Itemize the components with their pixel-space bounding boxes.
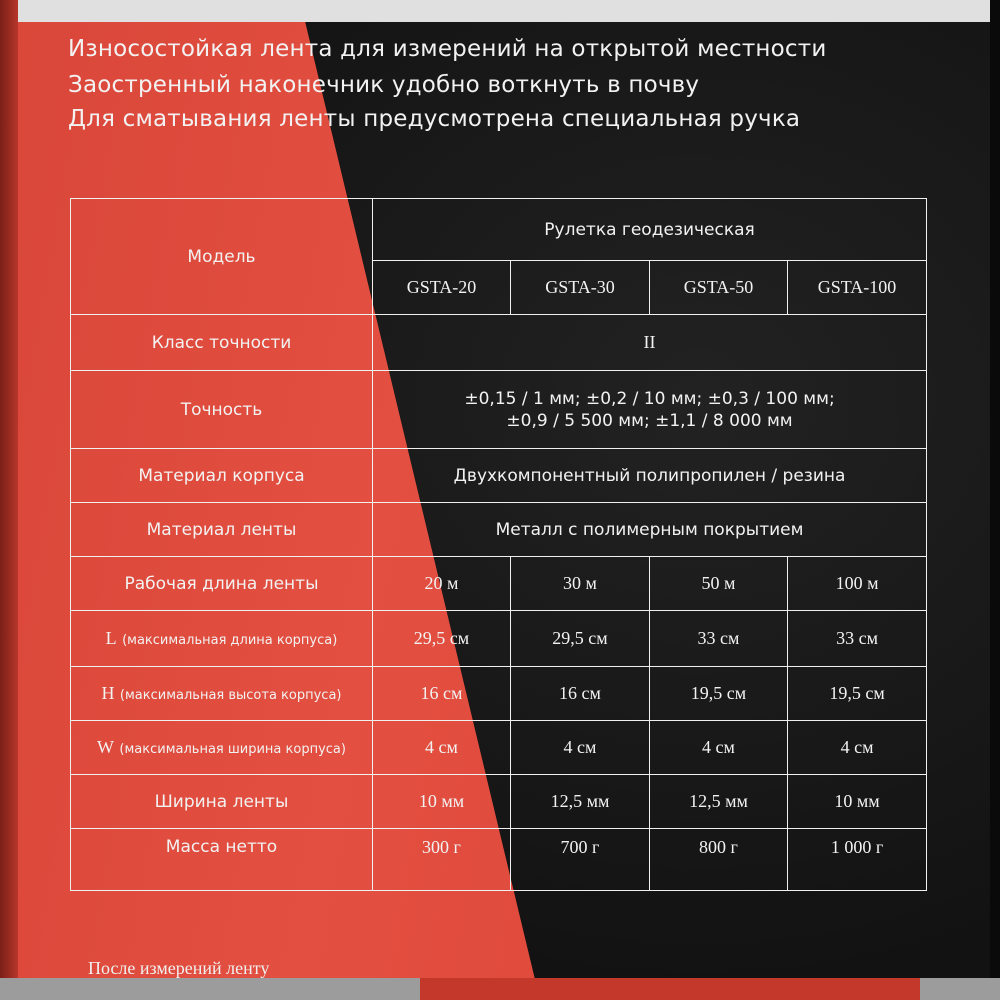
table-row — [71, 449, 927, 503]
box-bottom-red-tab — [420, 978, 920, 1000]
body-material-label: Материал корпуса — [71, 449, 373, 503]
value-cell: 800 г — [650, 829, 788, 891]
row-label: Рабочая длина ленты — [71, 557, 373, 611]
accuracy-label: Точность — [71, 371, 373, 449]
tape-material-label: Материал ленты — [71, 503, 373, 557]
value-cell: 16 см — [373, 667, 511, 721]
value-cell: 29,5 см — [373, 611, 511, 667]
model-cell: GSTA-30 — [511, 261, 650, 315]
accuracy-class-label: Класс точности — [71, 315, 373, 371]
table-row — [71, 557, 927, 611]
value-cell: 16 см — [511, 667, 650, 721]
value-cell: 19,5 см — [788, 667, 927, 721]
accuracy-line-1: ±0,15 / 1 мм; ±0,2 / 10 мм; ±0,3 / 100 мм; — [464, 388, 835, 409]
table-row — [71, 371, 927, 449]
table-row — [71, 829, 927, 891]
table-row — [71, 199, 927, 261]
feature-line-2: Заостренный наконечник удобно воткнуть в почву — [68, 72, 700, 98]
row-prefix: L — [105, 628, 117, 648]
box-left-edge — [0, 0, 18, 1000]
model-cell: GSTA-100 — [788, 261, 927, 315]
table-row — [71, 503, 927, 557]
value-cell: 33 см — [788, 611, 927, 667]
value-cell: 19,5 см — [650, 667, 788, 721]
value-cell: 10 мм — [788, 775, 927, 829]
value-cell: 100 м — [788, 557, 927, 611]
row-note: (максимальная длина корпуса) — [122, 633, 338, 648]
value-cell: 4 см — [788, 721, 927, 775]
value-cell: 29,5 см — [511, 611, 650, 667]
value-cell: 20 м — [373, 557, 511, 611]
row-label: Ширина ленты — [71, 775, 373, 829]
feature-line-3: Для сматывания ленты предусмотрена специальная ручка — [68, 106, 801, 132]
row-label — [71, 721, 373, 775]
row-label: Масса нетто — [71, 829, 373, 891]
table-row — [71, 721, 927, 775]
product-name: Рулетка геодезическая — [373, 199, 927, 261]
accuracy-line-2: ±0,9 / 5 500 мм; ±1,1 / 8 000 мм — [506, 410, 793, 431]
row-note: (максимальная высота корпуса) — [119, 688, 342, 703]
accuracy-class-value: II — [373, 315, 927, 371]
model-cell: GSTA-50 — [650, 261, 788, 315]
accuracy-value — [373, 371, 927, 449]
model-cell: GSTA-20 — [373, 261, 511, 315]
row-prefix: H — [101, 683, 115, 703]
value-cell: 4 см — [650, 721, 788, 775]
value-cell: 4 см — [373, 721, 511, 775]
footer-text: После измерений ленту — [88, 958, 270, 978]
value-cell: 12,5 мм — [650, 775, 788, 829]
value-cell: 33 см — [650, 611, 788, 667]
row-label — [71, 667, 373, 721]
table-row — [71, 775, 927, 829]
row-label — [71, 611, 373, 667]
value-cell: 1 000 г — [788, 829, 927, 891]
box-top-edge — [0, 0, 1000, 22]
value-cell: 4 см — [511, 721, 650, 775]
value-cell: 12,5 мм — [511, 775, 650, 829]
table-row — [71, 315, 927, 371]
value-cell: 300 г — [373, 829, 511, 891]
model-label: Модель — [71, 199, 373, 315]
tape-material-value: Металл с полимерным покрытием — [373, 503, 927, 557]
feature-line-1: Износостойкая лента для измерений на открытой местности — [68, 36, 827, 62]
value-cell: 700 г — [511, 829, 650, 891]
table-row — [71, 667, 927, 721]
body-material-value: Двухкомпонентный полипропилен / резина — [373, 449, 927, 503]
row-prefix: W — [97, 737, 115, 757]
table-row — [71, 611, 927, 667]
row-note: (максимальная ширина корпуса) — [119, 742, 346, 757]
box-right-edge — [990, 0, 1000, 1000]
value-cell: 30 м — [511, 557, 650, 611]
value-cell: 50 м — [650, 557, 788, 611]
spec-table — [70, 198, 927, 891]
value-cell: 10 мм — [373, 775, 511, 829]
